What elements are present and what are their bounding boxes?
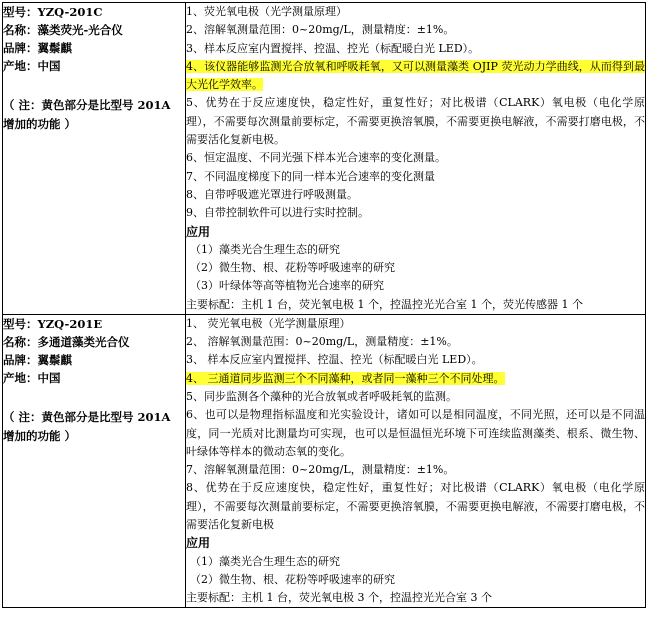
feature-item: 6、恒定温度、不同光强下样本光合速率的变化测量。 [186,151,446,165]
product-spec-table [2,2,646,608]
standard-accessories: 主要标配：主机 1 台，荧光氧电极 1 个，控温控光光合室 1 个，荧光传感器 1 个 [186,297,583,311]
feature-item: 2、 溶解氧测量范围：0~20mg/L，测量精度：±1%。 [186,335,458,349]
feature-item: 5、同步监测各个藻种的光合放氧或者呼吸耗氧的监测。 [186,389,457,403]
application-item: （2）微生物、根、花粉等呼吸速率的研究 [190,572,395,586]
feature-item: 1、 荧光氧电极（光学测量原理） [186,316,351,330]
feature-item: 8、自带呼吸遮光罩进行呼吸测量。 [186,187,358,201]
product-row-201e [3,314,646,607]
feature-item: 8、优势在于反应速度快，稳定性好，重复性好；对比极谱（CLARK）氧电极（电化学原理），不需要每次测量前要标定，不需要更换溶氧膜，不需要更换电解液，不需要打磨电极，不需要活化复新电极 [186,481,645,532]
feature-item: 5、优势在于反应速度快，稳定性好，重复性好；对比极谱（CLARK）氧电极（电化学原理），不需要每次测量前要标定，不需要更换溶氧膜，不需要更换电解液，不需要打磨电极，不需要活化复新电极。 [186,96,645,147]
applications-heading: 应用 [186,224,211,239]
feature-item: 3、样本反应室内置搅拌、控温、控光（标配暖白光 LED）。 [186,41,480,55]
application-item: （2）微生物、根、花粉等呼吸速率的研究 [190,261,395,275]
applications-heading: 应用 [186,536,211,551]
product-feature-cell [186,3,646,315]
feature-item: 7、溶解氧测量范围：0~20mg/L，测量精度：±1%。 [186,463,455,477]
feature-item: 6、也可以是物理指标温度和光实验设计，诸如可以是相同温度，不同光照，还可以是不同温度，同一光质对比测量均可实现，也可以是恒温恒光环境下可连续监测藻类、根系、微生物、叶绿体等样本的微动态氧的变化。 [186,408,645,458]
product-info-cell [3,314,186,607]
feature-item: 7、不同温度梯度下的同一样本光合速率的变化测量 [186,169,435,183]
origin-label: 产地：中国 [3,59,61,73]
highlight-note: （ 注：黄色部分是比型号 201A 增加的功能 ） [3,98,171,131]
product-name: 名称：多通道藻类光合仪 [3,334,130,349]
feature-item: 3、 样本反应室内置搅拌、控温、控光（标配暖白光 LED）。 [186,353,483,367]
origin-label: 产地：中国 [3,370,61,385]
standard-accessories: 主要标配：主机 1 台，荧光氧电极 3 个，控温控光光合室 3 个 [186,591,492,605]
highlight-note: （ 注：黄色部分是比型号 201A 增加的功能 ） [3,409,171,443]
feature-item-highlighted: 4、该仪器能够监测光合放氧和呼吸耗氧，又可以测量藻类 OJIP 荧光动力学曲线，从而得到最大光化学效率。 [186,59,645,92]
application-item: （1）藻类光合生理生态的研究 [190,242,340,256]
feature-item: 9、自带控制软件可以进行实时控制。 [186,206,369,220]
brand-label: 品牌：翼鬃麒 [3,352,72,367]
model-label: 型号：YZQ-201E [3,316,103,331]
brand-label: 品牌：翼鬃麒 [3,41,72,55]
model-label: 型号：YZQ-201C [3,5,103,19]
application-item: （1）藻类光合生理生态的研究 [190,554,340,568]
product-feature-cell [186,314,646,607]
feature-item: 1、荧光氧电极（光学测量原理） [186,5,347,18]
feature-item-highlighted: 4、 三通道同步监测三个不同藻种，或者同一藻种三个不同处理。 [186,371,505,385]
product-info-cell [3,3,186,315]
product-row-201c [3,3,646,315]
product-name: 名称：藻类荧光-光合仪 [3,23,123,37]
application-item: （3）叶绿体等高等植物光合速率的研究 [190,279,384,293]
feature-item: 2、溶解氧测量范围：0~20mg/L，测量精度：±1%。 [186,23,455,37]
